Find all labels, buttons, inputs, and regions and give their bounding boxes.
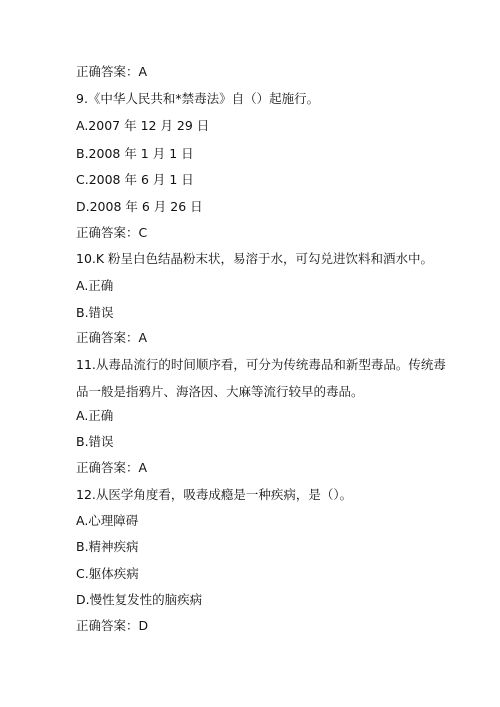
- option-b: B.错误: [76, 305, 114, 320]
- option-d: D.慢性复发性的脑疾病: [76, 592, 203, 607]
- option-d: D.2008 年 6 月 26 日: [76, 199, 203, 214]
- option-a: A.心理障碍: [76, 513, 139, 528]
- option-a: A.2007 年 12 月 29 日: [76, 118, 210, 133]
- option-b: B.精神疾病: [76, 539, 139, 554]
- question-11-cont: 品一般是指鸦片、海洛因、大麻等流行较早的毒品。: [76, 384, 364, 399]
- answer-line: 正确答案：A: [76, 460, 148, 475]
- question-9: 9.《中华人民共和*禁毒法》自（）起施行。: [76, 91, 320, 106]
- option-c: C.2008 年 6 月 1 日: [76, 172, 194, 187]
- question-12: 12.从医学角度看，吸毒成瘾是一种疾病，是（）。: [76, 487, 353, 502]
- answer-line: 正确答案：A: [76, 64, 148, 79]
- option-c: C.躯体疾病: [76, 566, 139, 581]
- option-b: B.2008 年 1 月 1 日: [76, 146, 194, 161]
- question-11: 11.从毒品流行的时间顺序看，可分为传统毒品和新型毒品。传统毒: [76, 357, 446, 372]
- answer-line: 正确答案：A: [76, 330, 148, 345]
- answer-line: 正确答案：C: [76, 225, 148, 240]
- question-10: 10.K 粉呈白色结晶粉末状，易溶于水，可勾兑进饮料和酒水中。: [76, 251, 434, 266]
- option-a: A.正确: [76, 278, 114, 293]
- option-a: A.正确: [76, 408, 114, 423]
- answer-line: 正确答案：D: [76, 618, 149, 633]
- option-b: B.错误: [76, 434, 114, 449]
